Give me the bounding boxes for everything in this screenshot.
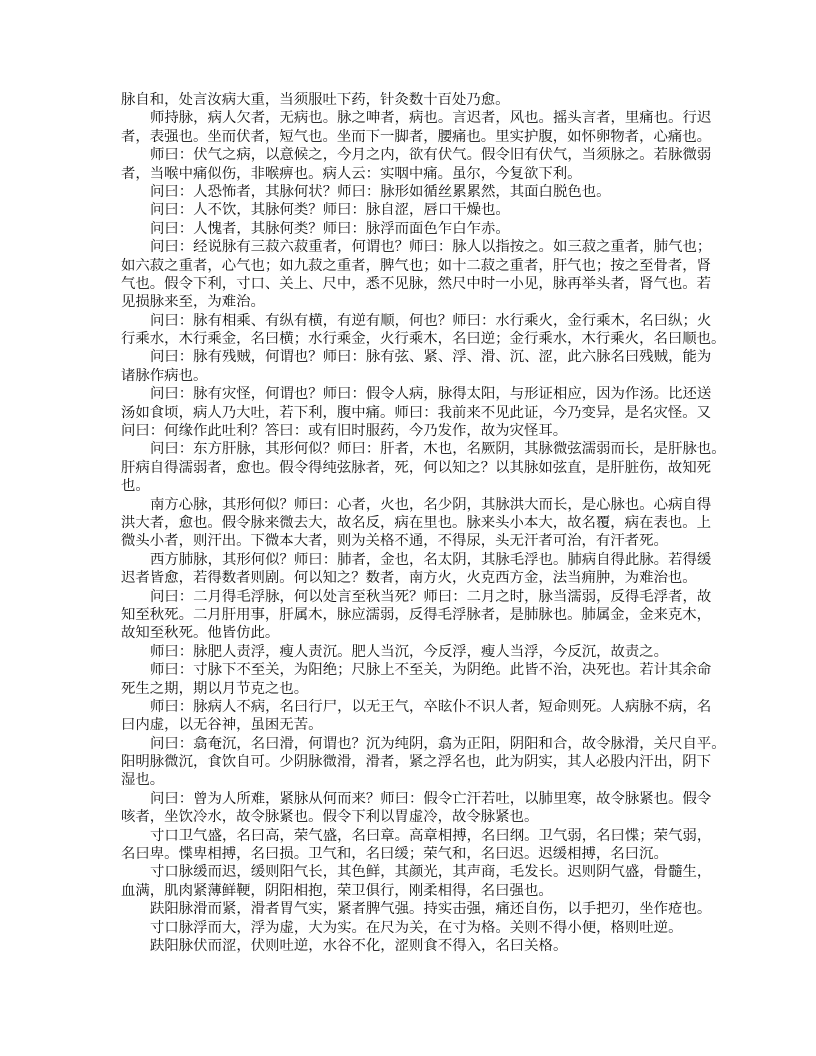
- paragraph: [121, 661, 712, 698]
- paragraph: [121, 900, 712, 918]
- paragraph: [121, 109, 712, 146]
- text-line: 咳者，坐饮冷水，故令脉紧也。假令下利以胃虚冷，故令脉紧也。: [121, 809, 539, 826]
- paragraph: [121, 827, 712, 864]
- text-line: 问曰：人恐怖者，其脉何状？师曰：脉形如循丝累累然，其面白脱色也。: [150, 183, 611, 200]
- text-line: 趺阳脉伏而涩，伏则吐逆，水谷不化，涩则食不得入，名曰关格。: [150, 937, 568, 954]
- paragraph: [121, 588, 712, 643]
- text-line: 问曰：翕奄沉，名曰滑，何谓也？沉为纯阴，翕为正阳，阴阳和合，故令脉滑，关尺自平。: [150, 735, 726, 752]
- paragraph: [121, 220, 705, 238]
- paragraph: [121, 146, 712, 183]
- text-line: 行乘水，木行乘金，名曰横；水行乘金，火行乘木，名曰逆；金行乘水，木行乘火，名曰顺也。: [121, 331, 726, 348]
- text-line: 如六菽之重者，心气也；如九菽之重者，脾气也；如十二菽之重者，肝气也；按之至骨者，肾: [121, 257, 712, 274]
- text-line: 阳明脉微沉，食饮自可。少阴脉微滑，滑者，紧之浮名也，此为阴实，其人必股内汗出，阴下: [121, 754, 712, 771]
- text-line: 迟者皆愈，若得数者则剧。何以知之？数者，南方火，火克西方金，法当痈肿，为难治也。: [121, 570, 697, 587]
- paragraph: [121, 863, 712, 900]
- paragraph: [121, 201, 705, 219]
- paragraph: [121, 937, 705, 955]
- text-line: 寸口卫气盛，名曰高，荣气盛，名曰章。高章相搏，名曰纲。卫气弱，名曰惵；荣气弱，: [150, 827, 712, 844]
- text-line: 西方肺脉，其形何似？师曰：肺者，金也，名太阴，其脉毛浮也。肺病自得此脉。若得缓: [150, 551, 712, 568]
- text-line: 问曰：脉有灾怪，何谓也？师曰：假令人病，脉得太阳，与形证相应，因为作汤。比还送: [150, 386, 712, 403]
- text-line: 师曰：伏气之病，以意候之，今月之内，欲有伏气。假令旧有伏气，当须脉之。若脉微弱: [150, 147, 712, 164]
- text-line: 故知至秋死。他皆仿此。: [121, 625, 280, 642]
- text-line: 问曰：脉有相乘、有纵有横，有逆有顺，何也？师曰：水行乘火，金行乘木，名曰纵；火: [150, 312, 712, 329]
- text-line: 问曰：经说脉有三菽六菽重者，何谓也？师曰：脉人以指按之。如三菽之重者，肺气也；: [150, 239, 712, 256]
- text-line: 微头小者，则汗出。下微本大者，则为关格不通，不得尿，头无汗者可治，有汗者死。: [121, 533, 668, 550]
- paragraph: [121, 238, 712, 312]
- paragraph: [121, 91, 705, 109]
- paragraph: [121, 551, 712, 588]
- paragraph: [121, 440, 726, 495]
- text-line: 问曰：曾为人所难，紧脉从何而来？师曰：假令亡汗若吐，以肺里寒，故令脉紧也。假令: [150, 790, 712, 807]
- text-line: 湿也。: [121, 772, 165, 789]
- text-line: 曰内虚，以无谷神，虽困无苦。: [121, 717, 323, 734]
- paragraph: [121, 496, 712, 551]
- text-line: 洪大者，愈也。假令脉来微去大，故名反，病在里也。脉来头小本大，故名覆，病在表也。上: [121, 514, 712, 531]
- text-line: 名曰卑。惵卑相搏，名曰损。卫气和，名曰缓；荣气和，名曰迟。迟缓相搏，名曰沉。: [121, 846, 668, 863]
- text-line: 者，表强也。坐而伏者，短气也。坐而下一脚者，腰痛也。里实护腹，如怀卵物者，心痛也。: [121, 128, 712, 145]
- text-line: 寸口脉浮而大，浮为虚，大为实。在尺为关，在寸为格。关则不得小便，格则吐逆。: [150, 919, 683, 936]
- text-line: 脉自和，处言汝病大重，当须服吐下药，针灸数十百处乃愈。: [121, 92, 510, 108]
- text-line: 师曰：脉病人不病，名曰行尸，以无王气，卒眩仆不识人者，短命则死。人病脉不病，名: [150, 698, 712, 715]
- paragraph: [121, 919, 705, 937]
- text-line: 见损脉来至，为难治。: [121, 294, 265, 311]
- text-line: 问曰：人愧者，其脉何类？师曰：脉浮而面色乍白乍赤。: [150, 220, 510, 237]
- text-line: 者，当喉中痛似伤，非喉痹也。病人云：实咽中痛。虽尔，今复欲下利。: [121, 165, 582, 182]
- paragraph: [121, 183, 705, 201]
- paragraph: [121, 643, 705, 661]
- text-line: 问曰：何缘作此吐利？答曰：或有旧时服药，今乃发作，故为灾怪耳。: [121, 423, 568, 440]
- text-line: 问曰：二月得毛浮脉，何以处言至秋当死？师曰：二月之时，脉当濡弱，反得毛浮者，故: [150, 588, 712, 605]
- text-line: 诸脉作病也。: [121, 367, 208, 384]
- text-line: 也。: [121, 478, 150, 495]
- paragraph: [121, 385, 712, 440]
- text-line: 问曰：东方肝脉，其形何似？师曰：肝者，木也，名厥阴，其脉微弦濡弱而长，是肝脉也。: [150, 441, 726, 458]
- text-line: 师曰：寸脉下不至关，为阳绝；尺脉上不至关，为阴绝。此皆不治，决死也。若计其余命: [150, 662, 712, 679]
- text-line: 趺阳脉滑而紧，滑者胃气实，紧者脾气强。持实击强，痛还自伤，以手把刃，坐作疮也。: [150, 901, 712, 918]
- text-line: 南方心脉，其形何似？师曰：心者，火也，名少阴，其脉洪大而长，是心脉也。心病自得: [150, 496, 712, 513]
- paragraph: [121, 312, 726, 349]
- paragraph: [121, 698, 712, 735]
- paragraph: [121, 348, 712, 385]
- text-line: 知至秋死。二月肝用事，肝属木，脉应濡弱，反得毛浮脉者，是肺脉也。肺属金，金来克木，: [121, 606, 712, 623]
- text-line: 肝病自得濡弱者，愈也。假令得纯弦脉者，死，何以知之？以其脉如弦直，是肝脏伤，故知死: [121, 459, 712, 476]
- text-line: 气也。假令下利，寸口、关上、尺中，悉不见脉，然尺中时一小见，脉再举头者，肾气也。若: [121, 275, 712, 292]
- text-line: 汤如食顷，病人乃大吐，若下利，腹中痛。师曰：我前来不见此证，今乃变异，是名灾怪。又: [121, 404, 712, 421]
- text-line: 师曰：脉肥人责浮，瘦人责沉。肥人当沉，今反浮，瘦人当浮，今反沉，故责之。: [150, 643, 669, 660]
- text-line: 问曰：脉有残贼，何谓也？师曰：脉有弦、紧、浮、滑、沉、涩，此六脉名曰残贼，能为: [150, 349, 712, 366]
- paragraph: [121, 790, 712, 827]
- document-body: [121, 91, 726, 955]
- text-line: 血满，肌肉紧薄鲜鞕，阴阳相抱，荣卫俱行，刚柔相得，名曰强也。: [121, 882, 553, 899]
- text-line: 问曰：人不饮，其脉何类？师曰：脉自涩，唇口干燥也。: [150, 202, 510, 219]
- text-line: 寸口脉缓而迟，缓则阳气长，其色鲜，其颜光，其声商，毛发长。迟则阴气盛，骨髓生，: [150, 864, 712, 881]
- paragraph: [121, 735, 726, 790]
- text-line: 师持脉，病人欠者，无病也。脉之呻者，病也。言迟者，风也。摇头言者，里痛也。行迟: [150, 110, 712, 127]
- text-line: 死生之期，期以月节克之也。: [121, 680, 309, 697]
